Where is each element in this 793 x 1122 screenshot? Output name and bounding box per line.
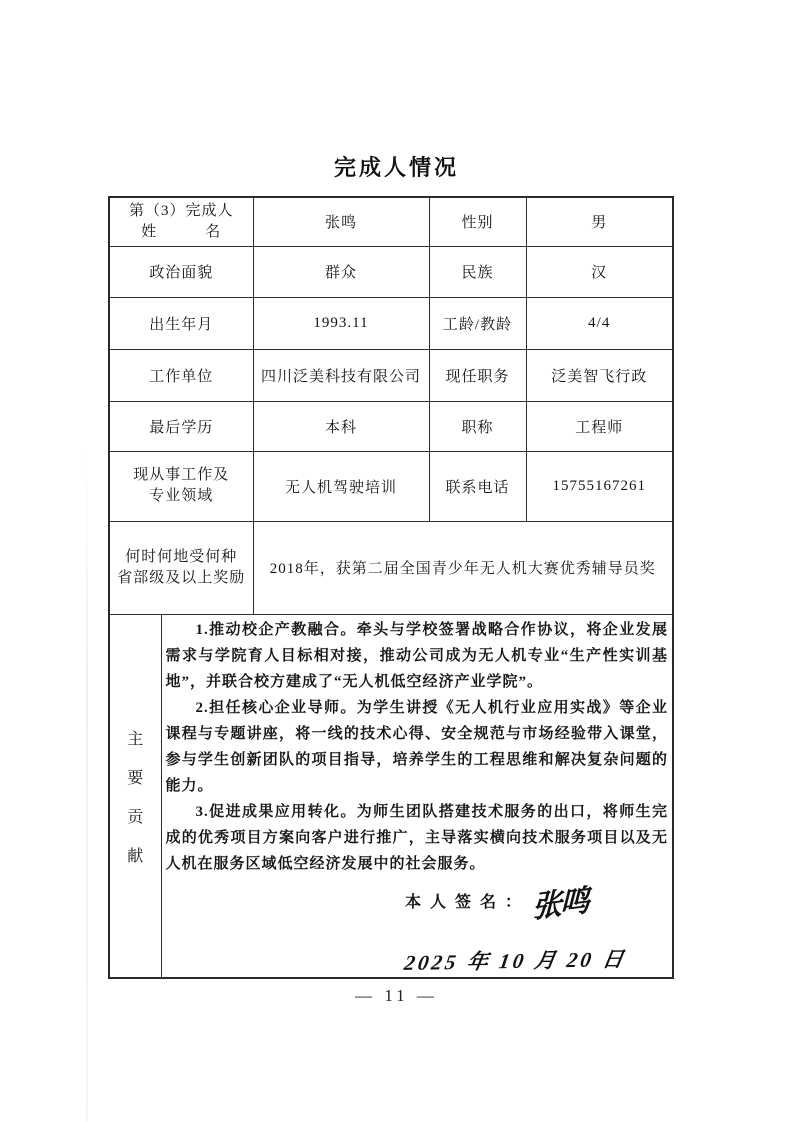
contributions-label-char: 献 — [127, 847, 144, 865]
ethnicity-value: 汉 — [526, 246, 673, 297]
seniority-label: 工龄/教龄 — [429, 297, 526, 349]
awards-label-line1: 何时何地受何种 — [125, 548, 238, 565]
handwritten-date: 2025 年 10 月 20 日 — [402, 946, 629, 975]
awards-value: 2018年，获第二届全国青少年无人机大赛优秀辅导员奖 — [253, 521, 673, 614]
table-row — [109, 246, 673, 297]
current-work-label-cell — [109, 451, 253, 521]
political-status-value: 群众 — [253, 246, 429, 297]
title-label: 职称 — [429, 401, 526, 451]
position-label: 现任职务 — [429, 349, 526, 401]
phone-value: 15755167261 — [526, 451, 673, 521]
education-value: 本科 — [253, 401, 429, 451]
completer-info-table — [108, 196, 674, 979]
phone-label: 联系电话 — [429, 451, 526, 521]
table-row — [109, 451, 673, 521]
current-work-label-line1: 现从事工作及 — [133, 467, 230, 483]
table-row — [109, 297, 673, 349]
signature-row — [166, 879, 669, 926]
date-row — [166, 945, 669, 975]
birth-date-value: 1993.11 — [253, 297, 429, 349]
contribution-paragraph-3: 3.促进成果应用转化。为师生团队搭建技术服务的出口，将师生完成的优秀项目方案向客户进行推广，主导落实横向技术服务项目以及无人机在服务区域低空经济发展中的社会服务。 — [165, 803, 669, 872]
table-row — [109, 197, 673, 246]
current-work-label-line2: 专业领域 — [149, 488, 214, 504]
awards-label-line2: 省部级及以上奖励 — [117, 569, 246, 586]
current-work-value: 无人机驾驶培训 — [253, 451, 429, 521]
name-label: 姓 名 — [141, 223, 222, 240]
signature-label: 本人签名： — [405, 894, 531, 911]
education-label: 最后学历 — [109, 401, 253, 451]
completer-ordinal-label: 第（3）完成人 — [129, 202, 234, 219]
name-value: 张鸣 — [253, 197, 429, 246]
contribution-paragraph-2: 2.担任核心企业导师。为学生讲授《无人机行业应用实战》等企业课程与专题讲座，将一线的技术心得、安全规范与市场经验带入课堂，参与学生创新团队的项目指导，培养学生的工程思维和解决复杂问题的能力。 — [165, 699, 669, 794]
political-status-label: 政治面貌 — [109, 246, 253, 297]
gender-label: 性别 — [429, 197, 526, 246]
name-label-cell — [109, 197, 253, 246]
contributions-content-cell — [161, 614, 673, 978]
contribution-paragraph-1: 1.推动校企产教融合。牵头与学校签署战略合作协议，将企业发展需求与学院育人目标相对接，推动公司成为无人机专业“生产性实训基地”，并联合校方建成了“无人机低空经济产业学院”。 — [165, 621, 669, 690]
seniority-value: 4/4 — [526, 297, 673, 349]
position-value: 泛美智飞行政 — [526, 349, 673, 401]
handwritten-signature: 张鸣 — [531, 882, 589, 926]
table-row — [109, 521, 673, 614]
title-value: 工程师 — [526, 401, 673, 451]
birth-date-label: 出生年月 — [109, 297, 253, 349]
ethnicity-label: 民族 — [429, 246, 526, 297]
gender-value: 男 — [526, 197, 673, 246]
table-row — [109, 614, 673, 978]
table-row — [109, 401, 673, 451]
table-row — [109, 349, 673, 401]
employer-value: 四川泛美科技有限公司 — [253, 349, 429, 401]
contributions-label-char: 贡 — [127, 808, 144, 826]
awards-label-cell — [109, 521, 253, 614]
contributions-label-cell — [109, 614, 161, 978]
employer-label: 工作单位 — [109, 349, 253, 401]
contributions-label-char: 要 — [127, 769, 144, 787]
page-number: — 11 — — [355, 986, 438, 1005]
page-title: 完成人情况 — [333, 156, 459, 181]
contributions-label-char: 主 — [127, 730, 144, 748]
